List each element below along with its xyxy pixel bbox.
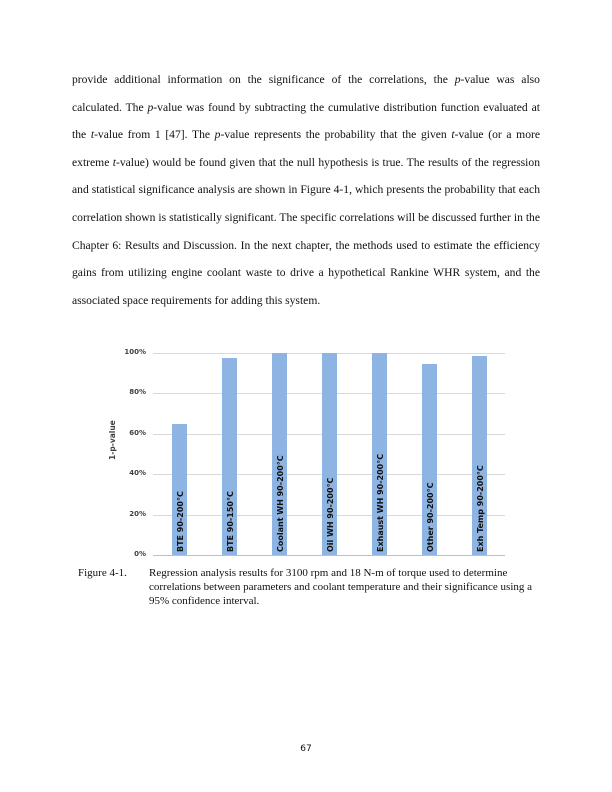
body-paragraph: [72, 66, 540, 314]
bar-category-label: Exh Temp 90-200°C: [476, 465, 485, 552]
text-run: extreme: [72, 155, 113, 169]
italic-variable: p: [147, 100, 154, 114]
bar-category-label: Other 90-200°C: [426, 482, 435, 552]
text-run: the efficiency gains from utilizing engine coolant waste to drive a hypothetical Rankine WHR: [72, 238, 540, 280]
italic-variable: t: [90, 128, 95, 142]
text-run: system, and the associated space requirements for adding this system.: [72, 266, 540, 307]
text-run: provide additional information on the significance of the correlations, the: [72, 73, 455, 86]
bar: [372, 353, 387, 555]
figure-caption-text: Regression analysis results for 3100 rpm and 18 N-m of torque used to determine correlations between parameters and coolant temperature and their significance using a 95% confidence interval.: [149, 567, 533, 607]
y-tick-label: 80%: [129, 388, 146, 397]
y-tick-label: 20%: [129, 509, 146, 518]
y-tick-label: 0%: [134, 550, 146, 558]
bar-category-label: Oil WH 90-200°C: [326, 477, 335, 552]
bar: [472, 356, 487, 555]
y-tick-label: 40%: [129, 469, 146, 478]
y-tick-label: 60%: [129, 428, 146, 437]
bar-category-label: BTE 90-150°C: [226, 491, 235, 552]
bar: [322, 353, 337, 555]
text-run: -value (or a more: [454, 128, 541, 142]
text-run: -value) would be found given that the null hypothesis is true. The results of the regression: [115, 155, 541, 169]
text-run: -value was found by subtracting the cumulative distribution function evaluated: [153, 100, 528, 114]
gridline: [153, 555, 505, 556]
bar-category-label: BTE 90-200°C: [176, 491, 185, 552]
text-run: and statistical significance analysis are shown in Figure 4-1, which presents the probability that: [72, 183, 516, 197]
bar: [422, 364, 437, 555]
y-tick-label: 100%: [124, 348, 146, 356]
bar: [222, 358, 237, 555]
text-run: further in the Chapter 6: Results and Discussion. In the next chapter, the methods used to estimate: [72, 210, 540, 252]
bar-category-label: Coolant WH 90-200°C: [276, 455, 285, 552]
text-run: -value was also: [460, 73, 540, 86]
text-run: each correlation shown is statistically significant. The specific correlations will be discussed: [72, 183, 541, 224]
bar: [272, 353, 287, 555]
text-run: -value from 1 [47]. The: [94, 128, 215, 142]
italic-variable: t: [112, 155, 116, 169]
italic-variable: p: [214, 128, 221, 142]
text-run: -value represents the probability that the given: [220, 128, 452, 142]
bar-category-label: Exhaust WH 90-200°C: [376, 453, 385, 552]
italic-variable: p: [454, 73, 461, 86]
bar-chart: 1-p-value 0% 20% 40% 60% 80% 100% BTE 90-200°C BTE 90-150°C Coolant WH 90-200°C Oil WH 90-200°C Exhaust WH 90-200°C Other 90-200°C Exh Temp 90-200°C: [100, 340, 520, 565]
italic-variable: t: [451, 128, 455, 142]
text-run: at the: [72, 100, 540, 142]
figure-number: Figure 4-1.: [78, 567, 127, 579]
page-number: 67: [300, 744, 312, 754]
bar: [172, 424, 187, 555]
text-run: calculated. The: [72, 100, 148, 114]
